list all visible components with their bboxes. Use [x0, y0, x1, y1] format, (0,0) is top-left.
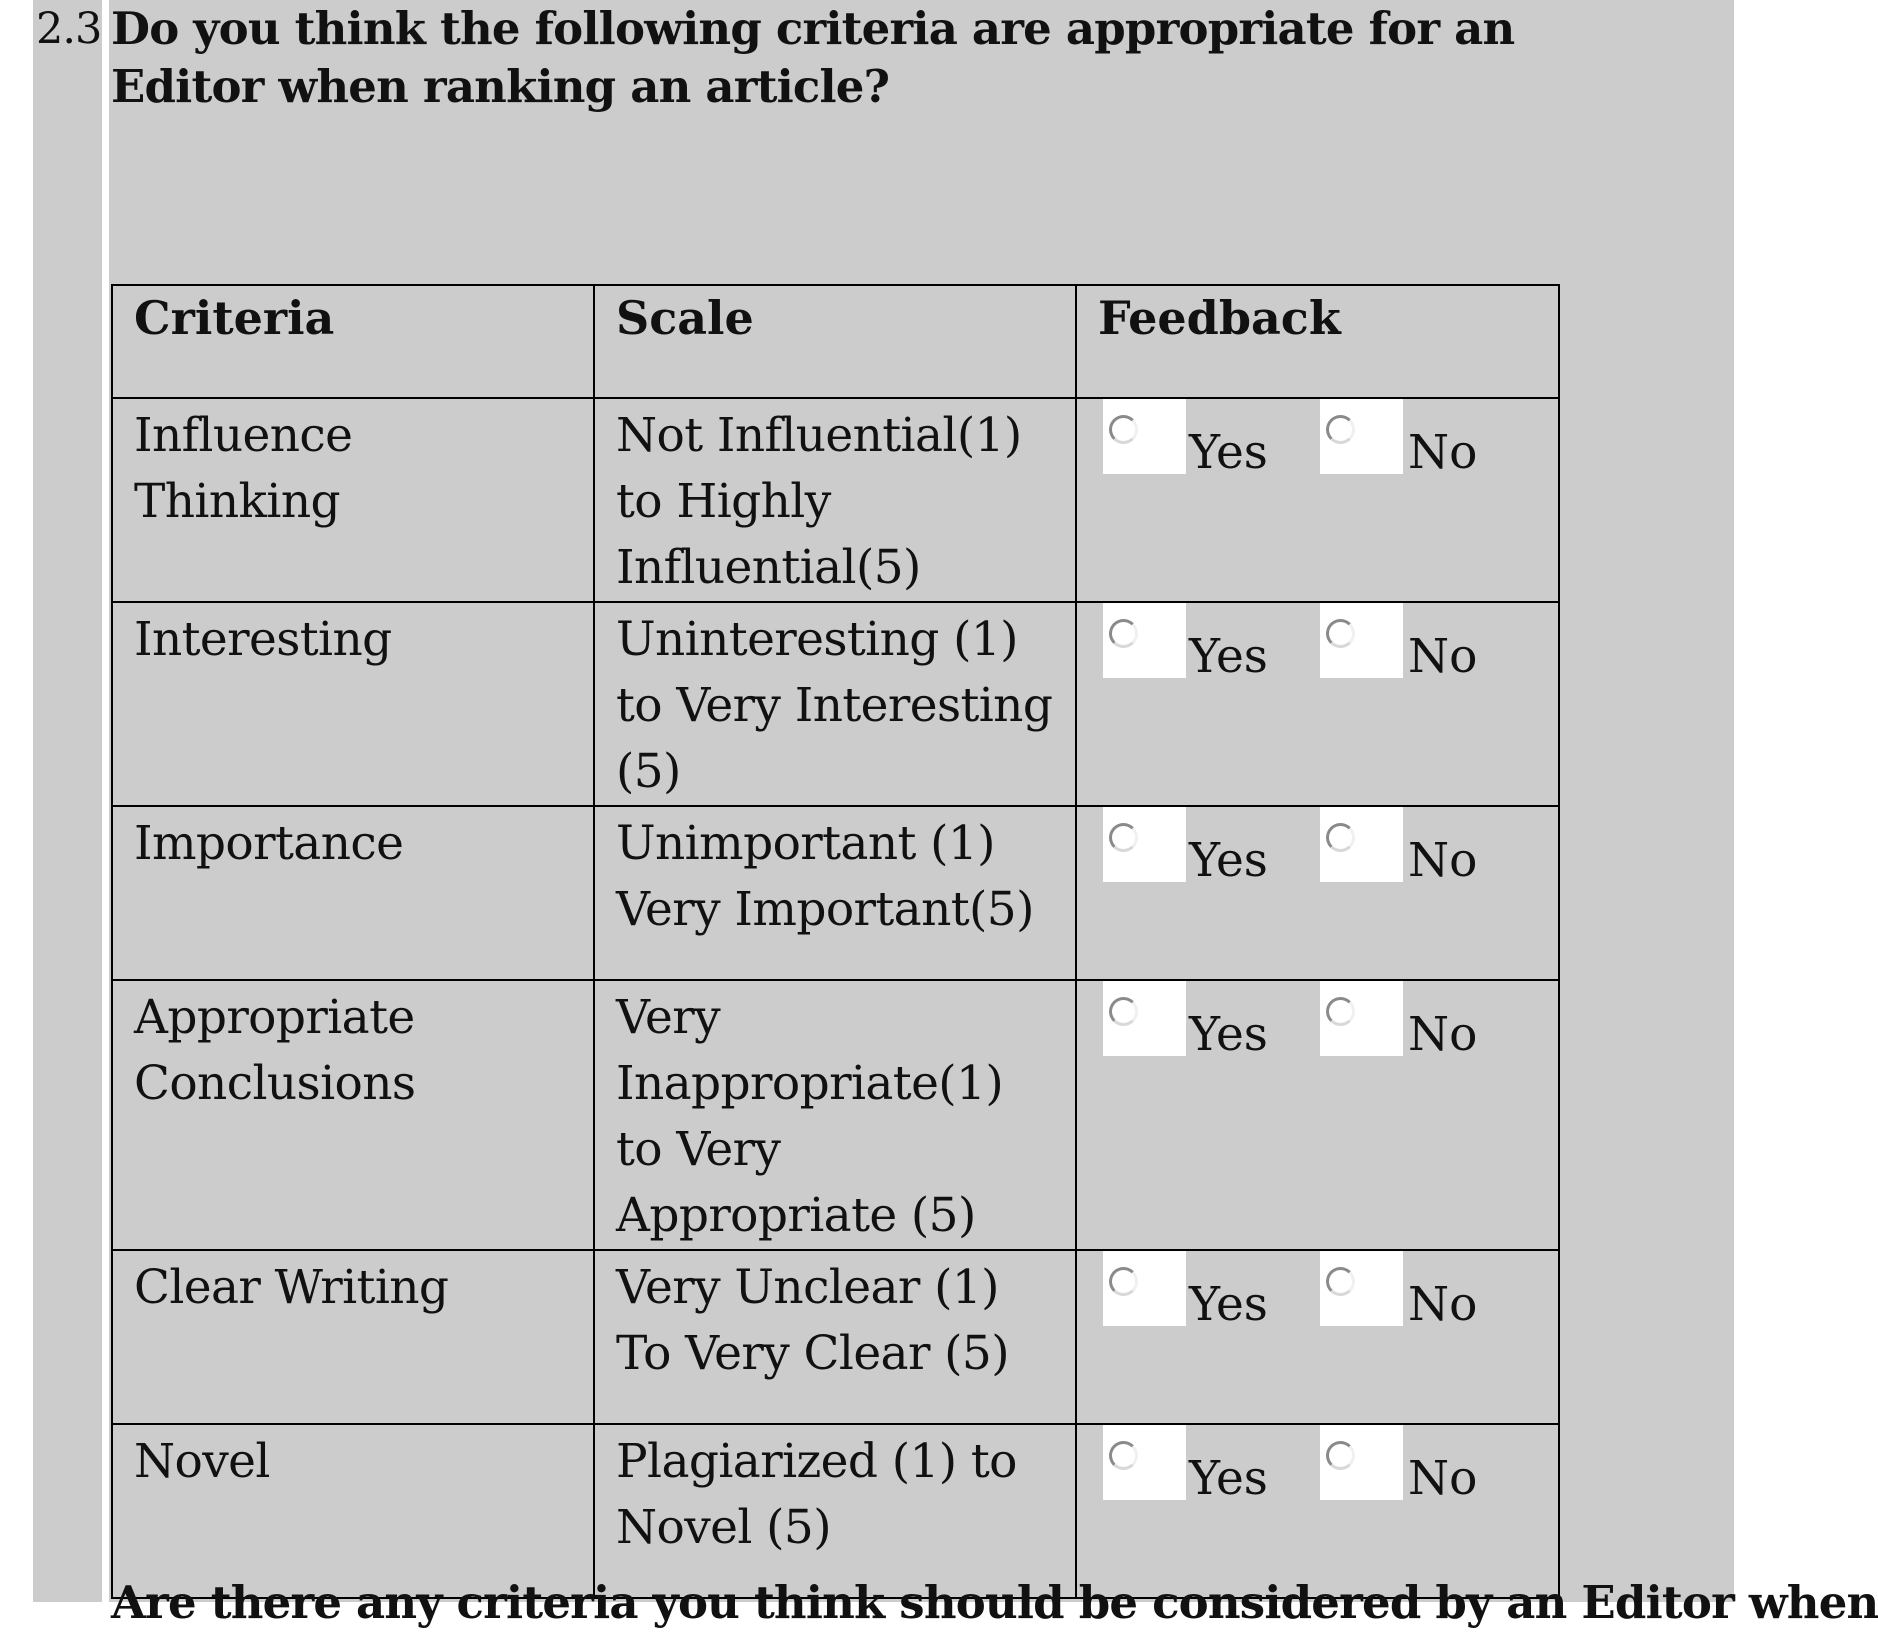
radio-circle-icon	[1326, 823, 1355, 852]
scale-cell: Uninteresting (1) to Very Interesting (5)	[594, 602, 1076, 806]
feedback-cell	[1076, 1250, 1559, 1424]
scale-cell: Plagiarized (1) to Novel (5)	[594, 1424, 1076, 1598]
radio-circle-icon	[1326, 1267, 1355, 1296]
radio-circle-icon	[1109, 1267, 1138, 1296]
table-row	[112, 980, 1559, 1250]
scale-cell: Not Influential(1) to Highly Influential(5)	[594, 398, 1076, 602]
criteria-cell: Interesting	[112, 602, 594, 806]
radio-circle-icon	[1109, 619, 1138, 648]
criteria-cell: Influence Thinking	[112, 398, 594, 602]
table-row	[112, 806, 1559, 980]
yes-label: Yes	[1189, 833, 1268, 888]
no-label: No	[1408, 425, 1478, 480]
no-label: No	[1408, 1007, 1478, 1062]
criteria-cell: Appropriate Conclusions	[112, 980, 594, 1250]
scale-cell: Unimportant (1) Very Important(5)	[594, 806, 1076, 980]
header-feedback: Feedback	[1076, 285, 1559, 398]
scale-cell: Very Unclear (1) To Very Clear (5)	[594, 1250, 1076, 1424]
yes-radio[interactable]	[1103, 399, 1186, 474]
no-label: No	[1408, 629, 1478, 684]
radio-circle-icon	[1109, 1441, 1138, 1470]
criteria-cell: Novel	[112, 1424, 594, 1598]
feedback-cell	[1076, 602, 1559, 806]
header-scale: Scale	[594, 285, 1076, 398]
yes-radio[interactable]	[1103, 603, 1186, 678]
no-radio[interactable]	[1320, 399, 1403, 474]
no-radio[interactable]	[1320, 603, 1403, 678]
feedback-cell	[1076, 398, 1559, 602]
criteria-cell: Importance	[112, 806, 594, 980]
feedback-cell	[1076, 806, 1559, 980]
no-radio[interactable]	[1320, 981, 1403, 1056]
no-label: No	[1408, 833, 1478, 888]
yes-label: Yes	[1189, 1451, 1268, 1506]
question-divider	[102, 0, 109, 1602]
question-number: 2.3	[36, 4, 102, 54]
yes-label: Yes	[1189, 1277, 1268, 1332]
header-criteria: Criteria	[112, 285, 594, 398]
table-header-row	[112, 285, 1559, 398]
no-radio[interactable]	[1320, 1251, 1403, 1326]
table-row	[112, 1250, 1559, 1424]
no-radio[interactable]	[1320, 807, 1403, 882]
no-radio[interactable]	[1320, 1425, 1403, 1500]
no-label: No	[1408, 1451, 1478, 1506]
radio-circle-icon	[1109, 997, 1138, 1026]
scale-cell: Very Inappropriate(1) to Very Appropriate (5)	[594, 980, 1076, 1250]
yes-radio[interactable]	[1103, 807, 1186, 882]
yes-label: Yes	[1189, 425, 1268, 480]
table-row	[112, 602, 1559, 806]
yes-label: Yes	[1189, 1007, 1268, 1062]
criteria-table	[111, 284, 1560, 1599]
table-row	[112, 1424, 1559, 1598]
radio-circle-icon	[1326, 619, 1355, 648]
follow-up-question: Are there any criteria you think should be considered by an Editor when	[111, 1576, 1878, 1629]
yes-radio[interactable]	[1103, 1425, 1186, 1500]
radio-circle-icon	[1109, 823, 1138, 852]
radio-circle-icon	[1326, 415, 1355, 444]
criteria-cell: Clear Writing	[112, 1250, 594, 1424]
yes-radio[interactable]	[1103, 1251, 1186, 1326]
question-text: Do you think the following criteria are appropriate for an Editor when ranking an article?	[111, 2, 1515, 113]
no-label: No	[1408, 1277, 1478, 1332]
radio-circle-icon	[1109, 415, 1138, 444]
radio-circle-icon	[1326, 1441, 1355, 1470]
yes-label: Yes	[1189, 629, 1268, 684]
feedback-cell	[1076, 1424, 1559, 1598]
table-row	[112, 398, 1559, 602]
feedback-cell	[1076, 980, 1559, 1250]
yes-radio[interactable]	[1103, 981, 1186, 1056]
radio-circle-icon	[1326, 997, 1355, 1026]
